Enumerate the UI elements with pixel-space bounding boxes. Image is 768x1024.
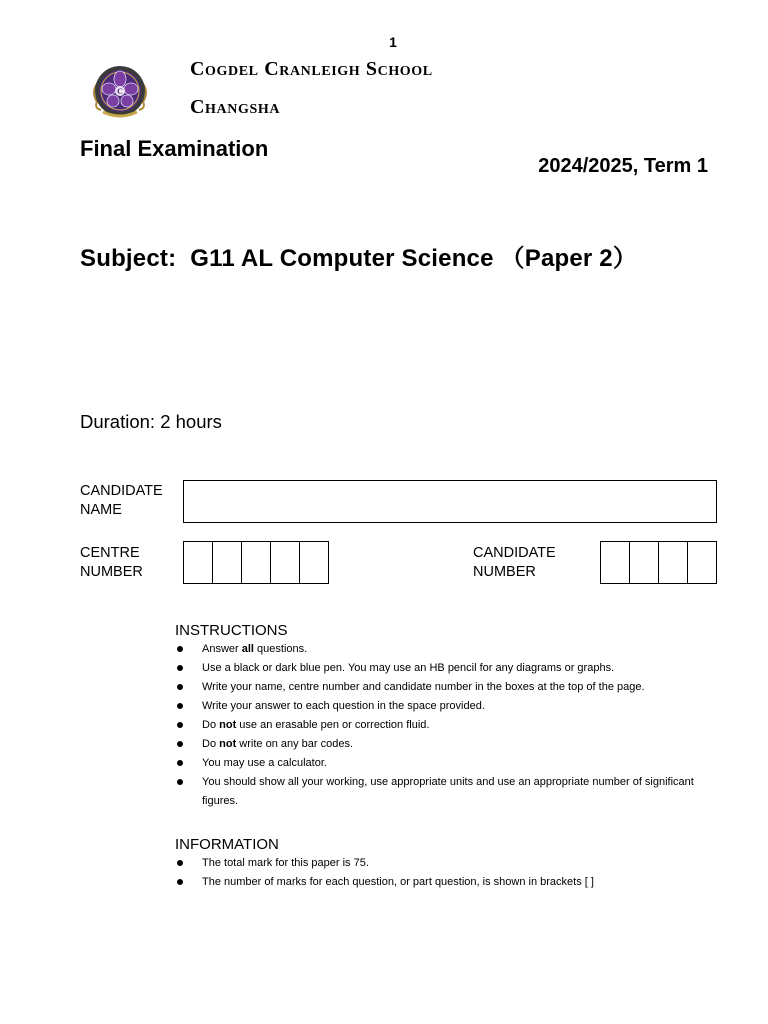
bullet-icon <box>177 722 183 728</box>
bullet-icon <box>177 684 183 690</box>
bullet-icon <box>177 879 183 885</box>
centre-number-digit-box[interactable] <box>271 542 300 583</box>
bullet-icon <box>177 665 183 671</box>
bullet-icon <box>177 860 183 866</box>
information-item: The total mark for this paper is 75. <box>175 854 695 873</box>
candidate-number-field[interactable] <box>600 541 717 584</box>
instruction-item: Write your answer to each question in the space provided. <box>175 697 695 716</box>
instruction-item: Use a black or dark blue pen. You may use an HB pencil for any diagrams or graphs. <box>175 659 695 678</box>
bullet-icon <box>177 703 183 709</box>
instructions-heading: INSTRUCTIONS <box>175 622 288 639</box>
instruction-item: You may use a calculator. <box>175 754 695 773</box>
bullet-icon <box>177 779 183 785</box>
centre-number-digit-box[interactable] <box>242 542 271 583</box>
bullet-icon <box>177 741 183 747</box>
school-name: Cogdel Cranleigh School <box>190 58 433 80</box>
exam-term: 2024/2025, Term 1 <box>538 155 708 177</box>
exam-title: Final Examination <box>80 136 269 161</box>
centre-number-digit-box[interactable] <box>213 542 242 583</box>
instruction-item: Do not write on any bar codes. <box>175 735 695 754</box>
school-crest-icon <box>89 62 151 122</box>
information-item: The number of marks for each question, or part question, is shown in brackets [ ] <box>175 873 695 892</box>
exam-duration: Duration: 2 hours <box>80 411 222 432</box>
instruction-item: Write your name, centre number and candidate number in the boxes at the top of the page. <box>175 678 695 697</box>
centre-number-label: CENTRE NUMBER <box>80 545 143 580</box>
candidate-number-digit-box[interactable] <box>659 542 688 583</box>
bullet-icon <box>177 646 183 652</box>
subject-label: Subject: <box>80 245 177 272</box>
subject-heading <box>80 238 637 273</box>
svg-text:C: C <box>117 87 123 96</box>
candidate-number-label: CANDIDATE NUMBER <box>473 545 556 580</box>
subject-course: G11 AL Computer Science <box>190 245 494 272</box>
candidate-name-field[interactable] <box>183 480 717 523</box>
candidate-number-digit-box[interactable] <box>688 542 717 583</box>
instruction-item: Do not use an erasable pen or correction fluid. <box>175 716 695 735</box>
centre-number-field[interactable] <box>183 541 329 584</box>
instructions-list <box>175 640 695 811</box>
information-list <box>175 854 695 892</box>
centre-number-digit-box[interactable] <box>300 542 329 583</box>
bullet-icon <box>177 760 183 766</box>
centre-number-digit-box[interactable] <box>184 542 213 583</box>
subject-paper: （Paper 2） <box>500 245 638 272</box>
information-heading: INFORMATION <box>175 836 279 853</box>
instruction-item: Answer all questions. <box>175 640 695 659</box>
candidate-number-digit-box[interactable] <box>601 542 630 583</box>
page-number: 1 <box>389 34 397 50</box>
candidate-number-digit-box[interactable] <box>630 542 659 583</box>
instruction-item: You should show all your working, use appropriate units and use an appropriate number of significant figures. <box>175 773 695 811</box>
candidate-name-label: CANDIDATE NAME <box>80 483 163 518</box>
school-city: Changsha <box>190 96 281 118</box>
